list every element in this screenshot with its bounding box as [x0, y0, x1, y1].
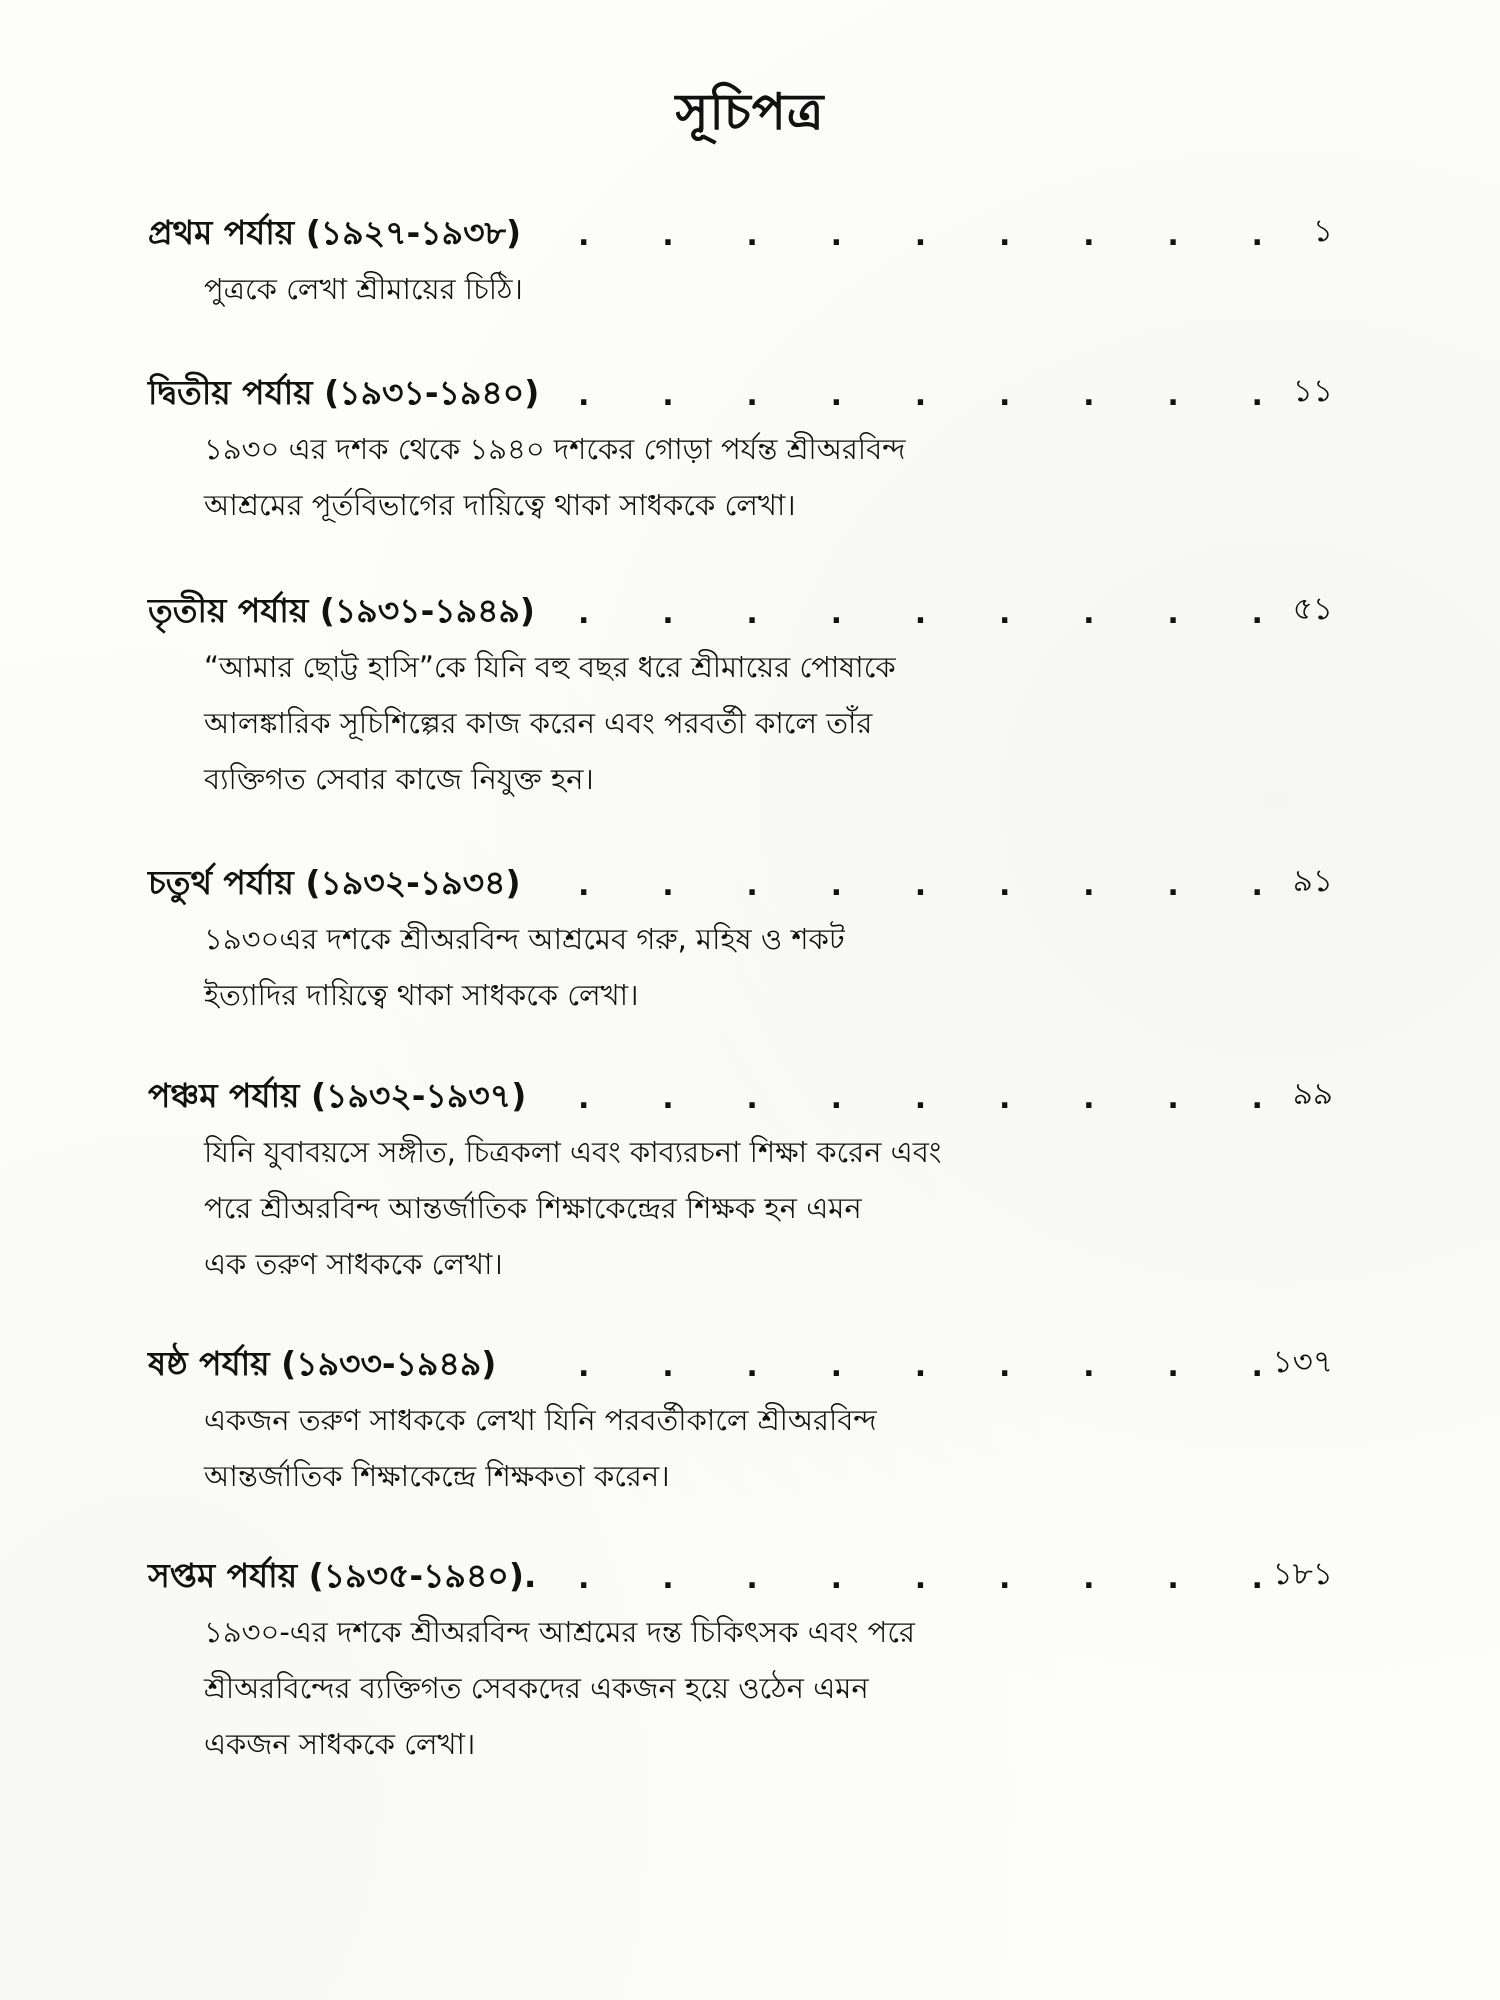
- toc-entry-3: [148, 585, 1333, 807]
- leader-dot: .: [1083, 868, 1095, 903]
- leader-dot: .: [914, 596, 927, 631]
- dot-leader: [578, 1349, 1263, 1384]
- dot-leader: [578, 1081, 1263, 1116]
- entry-description: [204, 1124, 1333, 1292]
- toc-entry-head: [148, 1550, 1333, 1604]
- entry-title: দ্বিতীয় পর্যায় (১৯৩১-১৯৪০): [148, 373, 540, 412]
- leader-dot: .: [578, 1561, 590, 1596]
- leader-dot: .: [746, 218, 758, 253]
- toc-entry-head: [148, 207, 1333, 261]
- leader-dot: .: [746, 596, 758, 631]
- leader-dot: .: [830, 1081, 842, 1116]
- toc-entry-4: [148, 857, 1333, 1023]
- leader-dot: .: [1251, 1349, 1263, 1384]
- entry-description: [204, 1604, 1333, 1772]
- leader-dot: .: [662, 1561, 674, 1596]
- page-title: সূচিপত্র: [675, 83, 825, 141]
- leader-dot: .: [578, 218, 590, 253]
- toc-entry-2: [148, 367, 1333, 533]
- leader-dot: .: [830, 1349, 842, 1384]
- leader-dot: .: [1251, 1081, 1263, 1116]
- leader-dot: .: [1083, 378, 1095, 413]
- leader-dot: .: [998, 1081, 1011, 1116]
- leader-dot: .: [578, 596, 590, 631]
- leader-dot: .: [1083, 1349, 1095, 1384]
- entry-title: ষষ্ঠ পর্যায় (১৯৩৩-১৯৪৯): [148, 1344, 497, 1383]
- entry-title: প্রথম পর্যায় (১৯২৭-১৯৩৮): [148, 213, 522, 252]
- leader-dot: .: [746, 868, 758, 903]
- leader-dot: .: [998, 1349, 1011, 1384]
- leader-dot: .: [1167, 1561, 1179, 1596]
- entry-page-number: ১৮১: [1272, 1556, 1333, 1592]
- toc-entry-6: [148, 1338, 1333, 1504]
- leader-dot: .: [914, 1561, 927, 1596]
- description-line: ১৯৩০-এর দশকে শ্রীঅরবিন্দ আশ্রমের দন্ত চিকিৎসক এবং পরে: [204, 1615, 915, 1649]
- description-line: আশ্রমের পূর্তবিভাগের দায়িত্বে থাকা সাধককে লেখা।: [204, 488, 796, 522]
- leader-dot: .: [830, 218, 842, 253]
- description-line: “আমার ছোট্ট হাসি”কে যিনি বহু বছর ধরে শ্রীমায়ের পোষাকে: [204, 650, 896, 684]
- toc-entry-head: [148, 1338, 1333, 1392]
- leader-dot: .: [914, 1349, 927, 1384]
- description-line: ইত্যাদির দায়িত্বে থাকা সাধককে লেখা।: [204, 978, 639, 1012]
- leader-dot: .: [1167, 1081, 1179, 1116]
- entry-title: সপ্তম পর্যায় (১৯৩৫-১৯৪০).: [148, 1556, 537, 1595]
- leader-dot: .: [746, 1081, 758, 1116]
- leader-dot: .: [1083, 1081, 1095, 1116]
- leader-dot: .: [578, 1081, 590, 1116]
- entry-page-number: ১: [1312, 213, 1333, 249]
- entry-description: [204, 421, 1333, 533]
- leader-dot: .: [662, 378, 674, 413]
- entry-title: চতুর্থ পর্যায় (১৯৩২-১৯৩৪): [148, 863, 521, 902]
- leader-dot: .: [1083, 1561, 1095, 1596]
- entry-description: [204, 639, 1333, 807]
- toc-entry-head: [148, 585, 1333, 639]
- description-line: যিনি যুবাবয়সে সঙ্গীত, চিত্রকলা এবং কাব্যরচনা শিক্ষা করেন এবং: [204, 1135, 942, 1169]
- leader-dot: .: [1251, 218, 1263, 253]
- leader-dot: .: [662, 218, 674, 253]
- leader-dot: .: [914, 868, 927, 903]
- toc-entry-5: [148, 1070, 1333, 1292]
- leader-dot: .: [1167, 378, 1179, 413]
- leader-dot: .: [830, 1561, 842, 1596]
- description-line: ব্যক্তিগত সেবার কাজে নিযুক্ত হন।: [204, 762, 594, 796]
- leader-dot: .: [830, 868, 842, 903]
- dot-leader: [578, 378, 1263, 413]
- description-line: পরে শ্রীঅরবিন্দ আন্তর্জাতিক শিক্ষাকেন্দ্রের শিক্ষক হন এমন: [204, 1191, 862, 1225]
- leader-dot: .: [662, 1349, 674, 1384]
- description-line: একজন তরুণ সাধককে লেখা যিনি পরবর্তীকালে শ্রীঅরবিন্দ: [204, 1403, 877, 1437]
- leader-dot: .: [830, 378, 842, 413]
- entry-description: [204, 1392, 1333, 1504]
- toc-entry-head: [148, 1070, 1333, 1124]
- leader-dot: .: [914, 218, 927, 253]
- leader-dot: .: [998, 1561, 1011, 1596]
- leader-dot: .: [1251, 596, 1263, 631]
- leader-dot: .: [1167, 218, 1179, 253]
- description-line: পুত্রকে লেখা শ্রীমায়ের চিঠি।: [204, 272, 523, 306]
- entry-page-number: ৯১: [1292, 863, 1333, 899]
- entry-title: পঞ্চম পর্যায় (১৯৩২-১৯৩৭): [148, 1076, 527, 1115]
- leader-dot: .: [1251, 378, 1263, 413]
- leader-dot: .: [662, 1081, 674, 1116]
- leader-dot: .: [662, 868, 674, 903]
- dot-leader: [578, 1561, 1263, 1596]
- entry-title: তৃতীয় পর্যায় (১৯৩১-১৯৪৯): [148, 591, 536, 630]
- leader-dot: .: [578, 378, 590, 413]
- description-line: ১৯৩০এর দশকে শ্রীঅরবিন্দ আশ্রমেব গরু, মহিষ ও শকট: [204, 922, 845, 956]
- leader-dot: .: [1167, 596, 1179, 631]
- leader-dot: .: [1251, 868, 1263, 903]
- toc-entry-1: [148, 207, 1333, 317]
- description-line: আলঙ্কারিক সূচিশিল্পের কাজ করেন এবং পরবর্তী কালে তাঁর: [204, 706, 873, 740]
- leader-dot: .: [998, 868, 1011, 903]
- description-line: একজন সাধককে লেখা।: [204, 1727, 476, 1761]
- entry-description: [204, 261, 1333, 317]
- leader-dot: .: [578, 1349, 590, 1384]
- description-line: শ্রীঅরবিন্দের ব্যক্তিগত সেবকদের একজন হয়ে ওঠেন এমন: [204, 1671, 869, 1705]
- leader-dot: .: [578, 868, 590, 903]
- entry-page-number: ৫১: [1292, 591, 1333, 627]
- leader-dot: .: [746, 1561, 758, 1596]
- leader-dot: .: [914, 1081, 927, 1116]
- entry-page-number: ৯৯: [1292, 1076, 1333, 1112]
- toc-entry-head: [148, 367, 1333, 421]
- leader-dot: .: [998, 596, 1011, 631]
- leader-dot: .: [662, 596, 674, 631]
- leader-dot: .: [1083, 596, 1095, 631]
- leader-dot: .: [830, 596, 842, 631]
- leader-dot: .: [1251, 1561, 1263, 1596]
- leader-dot: .: [1083, 218, 1095, 253]
- leader-dot: .: [746, 378, 758, 413]
- leader-dot: .: [1167, 868, 1179, 903]
- toc-entry-7: [148, 1550, 1333, 1772]
- leader-dot: .: [1167, 1349, 1179, 1384]
- toc-entry-head: [148, 857, 1333, 911]
- leader-dot: .: [998, 378, 1011, 413]
- description-line: আন্তর্জাতিক শিক্ষাকেন্দ্রে শিক্ষকতা করেন।: [204, 1459, 670, 1493]
- description-line: ১৯৩০ এর দশক থেকে ১৯৪০ দশকের গোড়া পর্যন্ত শ্রীঅরবিন্দ: [204, 432, 906, 466]
- entry-description: [204, 911, 1333, 1023]
- dot-leader: [578, 868, 1263, 903]
- entry-page-number: ১১: [1292, 373, 1333, 409]
- description-line: এক তরুণ সাধককে লেখা।: [204, 1247, 503, 1281]
- leader-dot: .: [914, 378, 927, 413]
- leader-dot: .: [998, 218, 1011, 253]
- dot-leader: [578, 596, 1263, 631]
- dot-leader: [578, 218, 1263, 253]
- entry-page-number: ১৩৭: [1272, 1344, 1333, 1380]
- leader-dot: .: [746, 1349, 758, 1384]
